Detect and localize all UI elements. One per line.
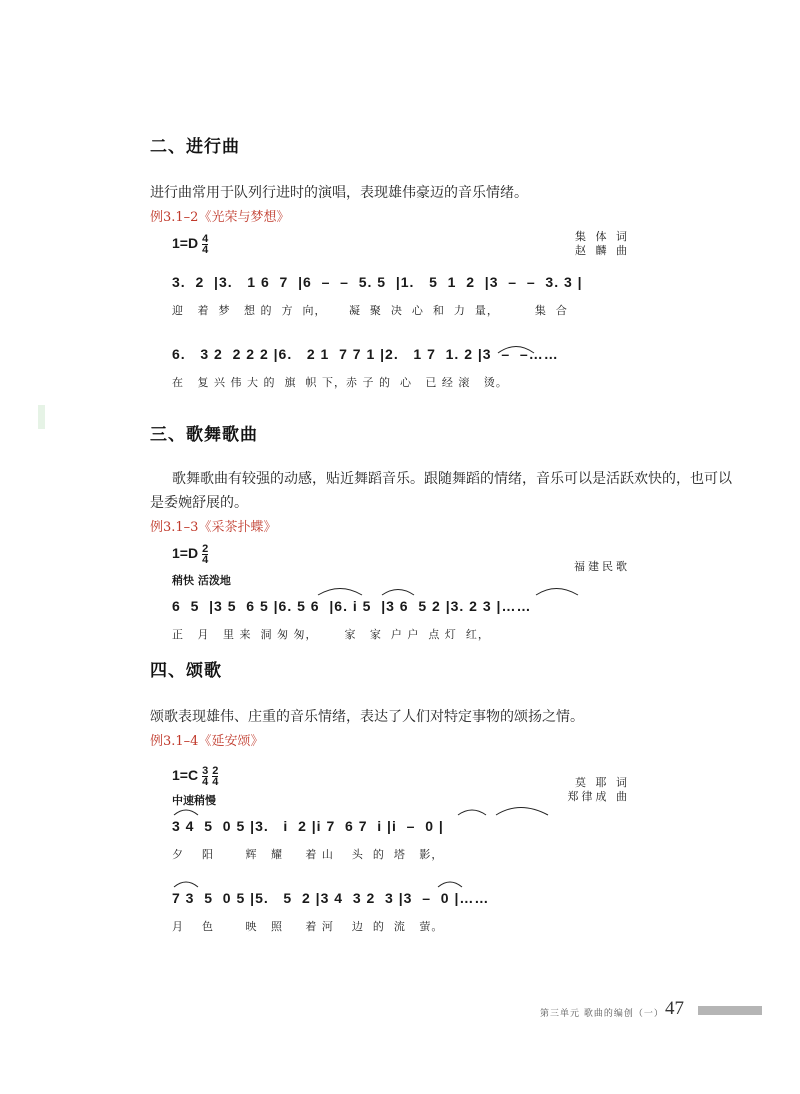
lyrics-line-march-2: 在 复 兴 伟 大 的 旗 帜 下，赤 子 的 心 已 经 滚 烫。 xyxy=(172,376,508,389)
tempo-marking-dance: 稍快 活泼地 xyxy=(172,574,231,587)
example-label-march: 例3.1–2《光荣与梦想》 xyxy=(150,210,290,225)
lyrics-line-ode-1: 夕 阳 辉 耀 着 山 头 的 塔 影， xyxy=(172,848,444,861)
key-signature-march: 1=D $\frac{4}{4}$ xyxy=(172,233,209,256)
time-signature-ode-2: $\frac{2}{4}$ xyxy=(212,765,219,788)
dance-description-line-2: 是委婉舒展的。 xyxy=(150,495,248,511)
example-label-ode: 例3.1–4《延安颂》 xyxy=(150,734,264,749)
time-signature-dance: $\frac{2}{4}$ xyxy=(202,543,209,566)
key-signature-dance: 1=D $\frac{2}{4}$ xyxy=(172,543,209,566)
footer-bar xyxy=(698,1006,762,1015)
dance-description-line-1: 歌舞歌曲有较强的动感，贴近舞蹈音乐。跟随舞蹈的情绪，音乐可以是活跃欢快的，也可以 xyxy=(172,471,732,487)
notation-line-dance-1: 6 5 |3 5 6 5 |6. 5 6 |6. i 5 |3 6 5 2 |3. 2 3 |…… xyxy=(172,598,532,614)
slur-ode-5 xyxy=(438,882,462,887)
slur-ode-1 xyxy=(174,810,198,815)
slur-dance-3 xyxy=(536,589,578,596)
tempo-marking-ode: 中速稍慢 xyxy=(172,794,216,807)
page-number: 47 xyxy=(665,998,684,1019)
ode-description: 颂歌表现雄伟、庄重的音乐情绪，表达了人们对特定事物的颂扬之情。 xyxy=(150,709,584,725)
slur-ode-4 xyxy=(174,882,198,887)
lyrics-line-ode-2: 月 色 映 照 着 河 边 的 流 萤。 xyxy=(172,920,444,933)
section-heading-ode: 四、颂歌 xyxy=(150,661,222,681)
section-heading-dance: 三、歌舞歌曲 xyxy=(150,425,258,445)
footer-unit-title: 第三单元 歌曲的编创（一） xyxy=(540,1009,664,1019)
credit-composer: 赵 麟 曲 xyxy=(575,244,630,257)
march-description: 进行曲常用于队列行进时的演唱，表现雄伟豪迈的音乐情绪。 xyxy=(150,185,528,201)
slur-ode-3 xyxy=(496,808,548,816)
slur-dance-1 xyxy=(318,589,362,596)
slur-dance-2 xyxy=(382,590,414,596)
example-label-dance: 例3.1–3《采茶扑蝶》 xyxy=(150,520,277,535)
lyrics-line-march-1: 迎 着 梦 想 的 方 向， 凝 聚 决 心 和 力 量， 集 合 xyxy=(172,304,568,317)
lyrics-line-dance-1: 正 月 里 来 洞 匆 匆， 家 家 户 户 点 灯 红， xyxy=(172,628,490,641)
notation-line-ode-1: 3 4 5 0 5 |3. i 2 |i 7 6 7 i |i – 0 | xyxy=(172,818,444,834)
credit-lyricist-ode: 莫 耶 词 xyxy=(575,776,630,789)
notation-line-march-1: 3. 2 |3. 1 6 7 |6 – – 5. 5 |1. 5 1 2 |3 – – 3. 3 | xyxy=(172,274,583,290)
section-heading-march: 二、进行曲 xyxy=(150,137,240,157)
key-signature-ode: 1=C $\frac{3}{4}$ $\frac{2}{4}$ xyxy=(172,765,219,788)
slur-ode-2 xyxy=(458,810,486,815)
credit-lyricist: 集 体 词 xyxy=(575,230,630,243)
credit-origin: 福建民歌 xyxy=(574,560,630,573)
notation-line-march-2: 6. 3 2 2 2 2 |6. 2 1 7 7 1 |2. 1 7 1. 2 |3 – –…… xyxy=(172,346,559,362)
time-signature-ode-1: $\frac{3}{4}$ xyxy=(202,765,209,788)
notation-line-ode-2: 7 3 5 0 5 |5. 5 2 |3 4 3 2 3 |3 – 0 |…… xyxy=(172,890,490,906)
time-signature-march: $\frac{4}{4}$ xyxy=(202,233,209,256)
credit-composer-ode: 郑律成 曲 xyxy=(567,790,630,803)
tie-march-1 xyxy=(498,347,534,354)
